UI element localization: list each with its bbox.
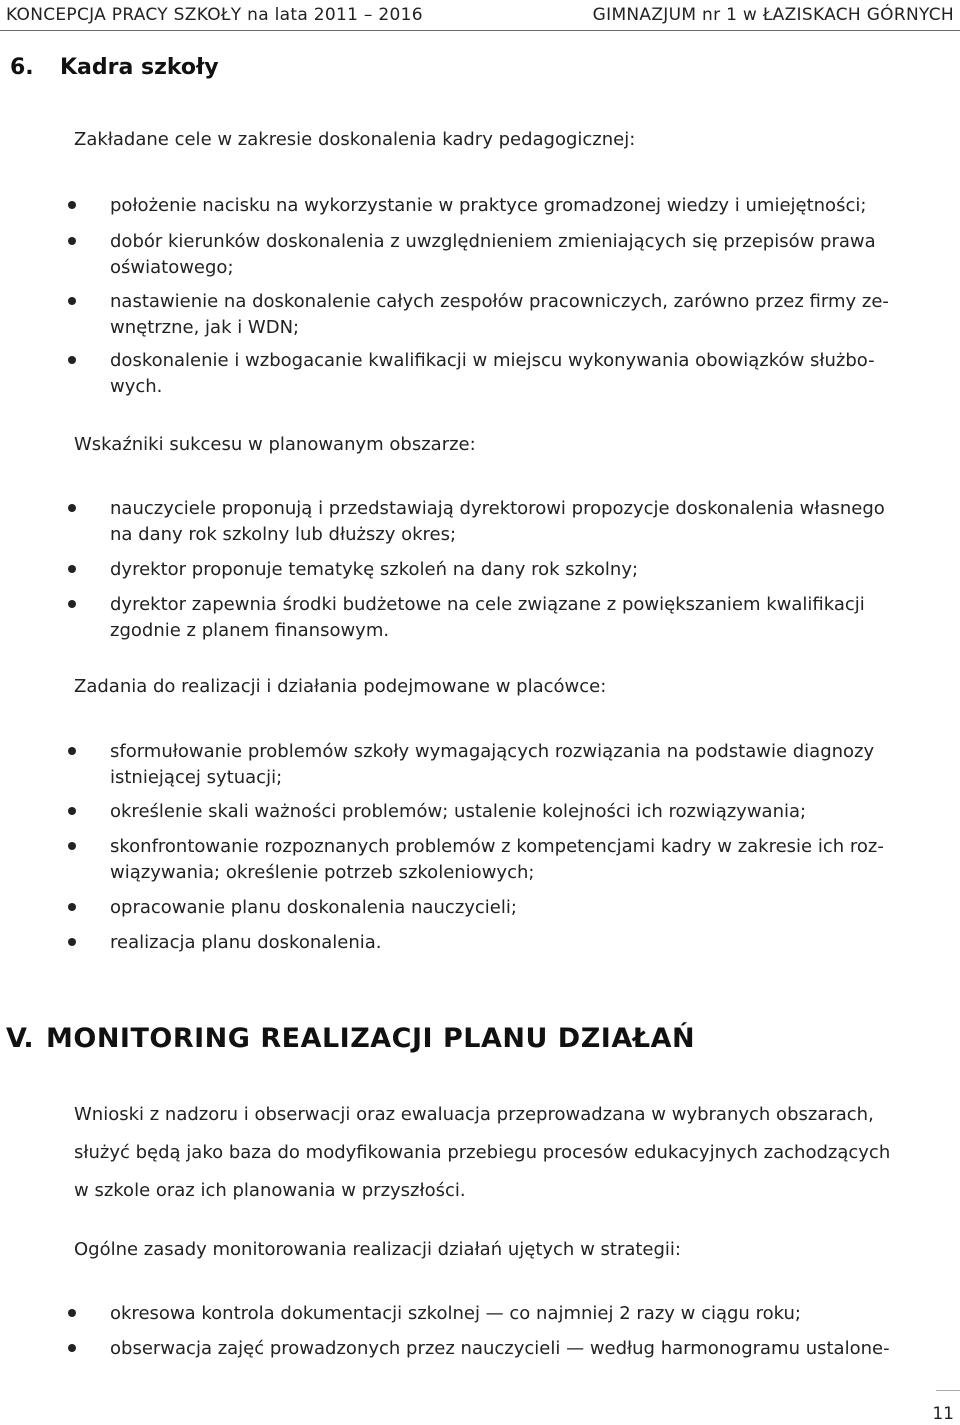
- bullet-icon: [68, 807, 76, 815]
- list-item-text: dobór kierunków doskonalenia z uwzględnieniem zmieniających się przepisów prawa: [110, 231, 876, 252]
- section-title: Kadra szkoły: [60, 55, 219, 80]
- bullet-icon: [68, 356, 76, 364]
- list-item-text: określenie skali ważności problemów; ustalenie kolejności ich rozwiązywania;: [110, 801, 807, 822]
- bullet-icon: [68, 237, 76, 245]
- bullet-icon: [68, 747, 76, 755]
- indicators-intro: Wskaźniki sukcesu w planowanym obszarze:: [74, 434, 476, 455]
- footer-divider: [936, 1390, 960, 1391]
- list-item-text: wiązywania; określenie potrzeb szkoleniowych;: [110, 862, 535, 883]
- list-item-text: istniejącej sytuacji;: [110, 767, 283, 788]
- list-item-text: oświatowego;: [110, 257, 234, 278]
- list-item-text: dyrektor zapewnia środki budżetowe na cele związane z powiększaniem kwalifikacji: [110, 594, 865, 615]
- list-item-text: okresowa kontrola dokumentacji szkolnej — co najmniej 2 razy w ciągu roku;: [110, 1303, 801, 1324]
- bullet-icon: [68, 297, 76, 305]
- page-number: 11: [932, 1404, 954, 1424]
- bullet-icon: [68, 1344, 76, 1352]
- section-number: 6.: [10, 55, 34, 80]
- list-item-text: położenie nacisku na wykorzystanie w praktyce gromadzonej wiedzy i umiejętności;: [110, 195, 867, 216]
- list-item-text: wnętrzne, jak i WDN;: [110, 317, 300, 338]
- paragraph-line: służyć będą jako baza do modyfikowania przebiegu procesów edukacyjnych zachodzących: [74, 1142, 891, 1163]
- paragraph-line: Wnioski z nadzoru i obserwacji oraz ewaluacja przeprowadzana w wybranych obszarach,: [74, 1104, 874, 1125]
- list-item-text: zgodnie z planem finansowym.: [110, 620, 390, 641]
- header-school-name: GIMNAZJUM nr 1 w ŁAZISKACH GÓRNYCH: [592, 5, 954, 25]
- tasks-intro: Zadania do realizacji i działania podejmowane w placówce:: [74, 676, 607, 697]
- bullet-icon: [68, 903, 76, 911]
- list-item-text: doskonalenie i wzbogacanie kwalifikacji w miejscu wykonywania obowiązków służbo-: [110, 350, 875, 371]
- list-item-text: obserwacja zajęć prowadzonych przez nauczycieli — według harmonogramu ustalone-: [110, 1338, 890, 1359]
- list-item-text: dyrektor proponuje tematykę szkoleń na dany rok szkolny;: [110, 559, 639, 580]
- paragraph-line: w szkole oraz ich planowania w przyszłości.: [74, 1180, 466, 1201]
- monitoring-paragraph: [74, 1104, 956, 1218]
- bullet-icon: [68, 600, 76, 608]
- header-document-title: KONCEPCJA PRACY SZKOŁY na lata 2011 – 2016: [6, 5, 423, 25]
- list-item-text: opracowanie planu doskonalenia nauczycieli;: [110, 897, 517, 918]
- chapter-number: V.: [6, 1023, 34, 1054]
- chapter-title: MONITORING REALIZACJI PLANU DZIAŁAŃ: [46, 1023, 696, 1054]
- list-item-text: nastawienie na doskonalenie całych zespołów pracowniczych, zarówno przez firmy ze-: [110, 291, 889, 312]
- bullet-icon: [68, 504, 76, 512]
- list-item-text: wych.: [110, 376, 163, 397]
- bullet-icon: [68, 1309, 76, 1317]
- page-header: [0, 0, 960, 31]
- bullet-icon: [68, 565, 76, 573]
- list-item-text: na dany rok szkolny lub dłuższy okres;: [110, 524, 457, 545]
- list-item-text: nauczyciele proponują i przedstawiają dyrektorowi propozycje doskonalenia własnego: [110, 498, 885, 519]
- bullet-icon: [68, 938, 76, 946]
- list-item-text: realizacja planu doskonalenia.: [110, 932, 382, 953]
- bullet-icon: [68, 842, 76, 850]
- goals-intro: Zakładane cele w zakresie doskonalenia kadry pedagogicznej:: [74, 129, 636, 150]
- list-item-text: skonfrontowanie rozpoznanych problemów z kompetencjami kadry w zakresie ich roz-: [110, 836, 884, 857]
- monitoring-intro: Ogólne zasady monitorowania realizacji działań ujętych w strategii:: [74, 1239, 681, 1260]
- bullet-icon: [68, 201, 76, 209]
- list-item-text: sformułowanie problemów szkoły wymagających rozwiązania na podstawie diagnozy: [110, 741, 875, 762]
